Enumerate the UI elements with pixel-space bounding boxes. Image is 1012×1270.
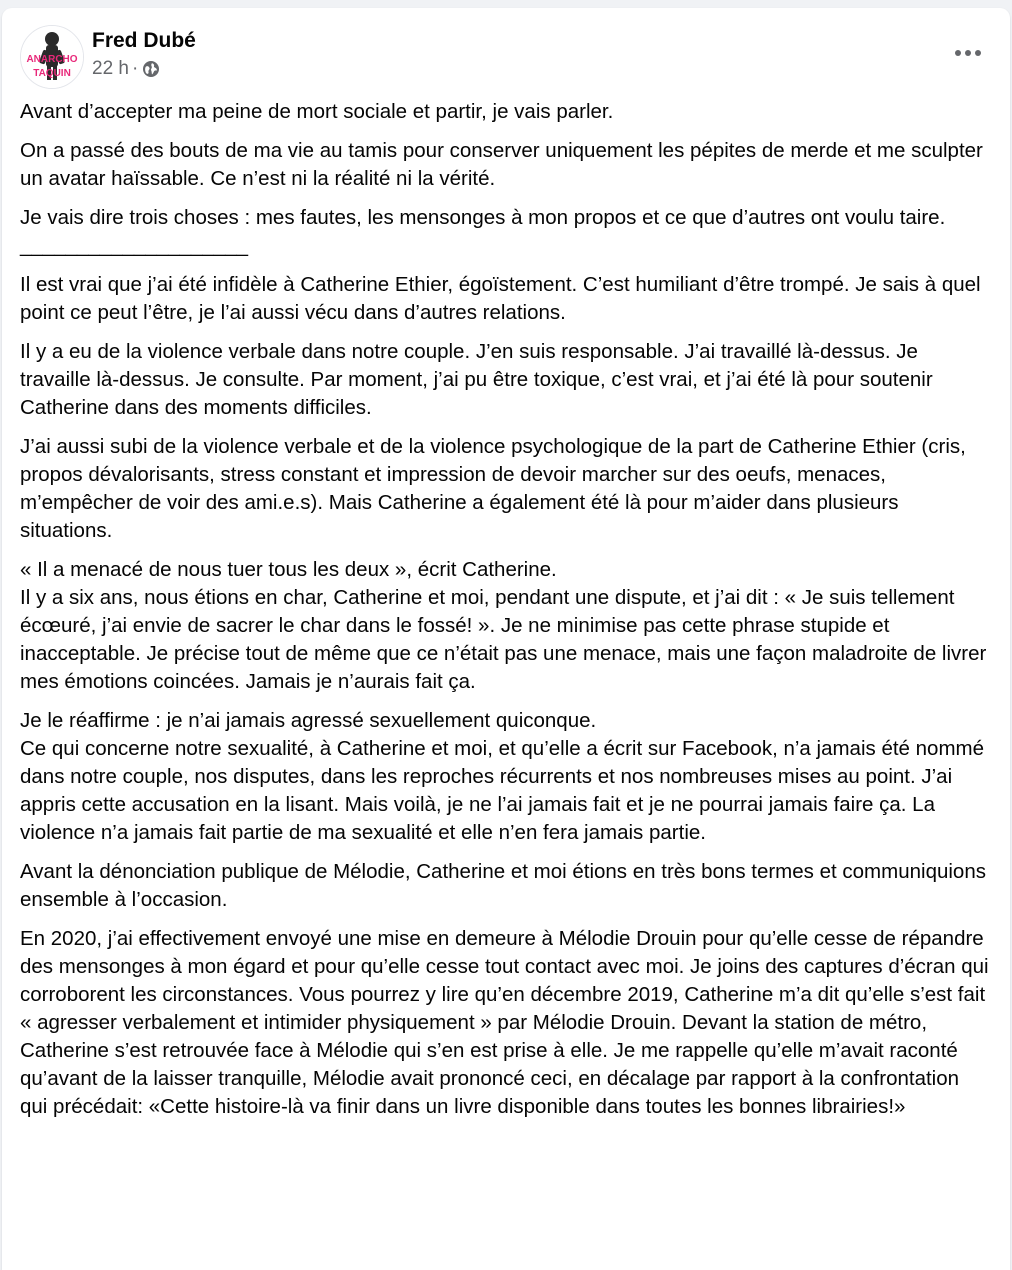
- author-name[interactable]: Fred Dubé: [92, 29, 196, 52]
- post-timestamp[interactable]: 22 h: [92, 58, 129, 79]
- post-paragraph: Je le réaffirme : je n’ai jamais agressé sexuellement quiconque. Ce qui concerne notre sexualité, à Catherine et moi, et qu’elle a écrit sur Facebook, n’a jamais été nommé dans notre couple, nos disputes, dans les reproches récurrents et nos nombreuses mises au point. J’ai appris cette accusation en la lisant. Mais voilà, je ne l’ai jamais fait et je ne pourrai jamais faire ça. La violence n’a jamais fait partie de ma sexualité et elle n’en fera jamais partie.: [20, 709, 985, 844]
- meta-separator: ·: [131, 58, 139, 79]
- post-header: [2, 8, 1010, 92]
- globe-icon[interactable]: [142, 60, 160, 78]
- more-dot: [955, 50, 961, 56]
- post-body: [20, 98, 992, 1132]
- post-paragraph: On a passé des bouts de ma vie au tamis pour conserver uniquement les pépites de merde et me sculpter un avatar haïssable. Ce n’est ni la réalité ni la vérité.: [20, 139, 983, 190]
- svg-text:TAQUIN: TAQUIN: [33, 68, 71, 79]
- more-dot: [965, 50, 971, 56]
- post-paragraph: En 2020, j’ai effectivement envoyé une mise en demeure à Mélodie Drouin pour qu’elle cesse de répandre des mensonges à mon égard et pour qu’elle cesse tout contact avec moi. Je joins des captures d’écran qui corroborent les circonstances. Vous pourrez y lire qu’en décembre 2019, Catherine m’a dit qu’elle s’est fait « agresser verbalement et intimider physiquement » par Mélodie Drouin. Devant la station de métro, Catherine s’est retrouvée face à Mélodie qui s’en est prise à elle. Je me rappelle qu’elle m’avait raconté qu’avant de la laisser tranquille, Mélodie avait prononcé ceci, en décalage par rapport à la confrontation qui précédait: «Cette histoire-là va finir dans un livre disponible dans toutes les bonnes librairies!»: [20, 927, 989, 1118]
- avatar-image: [21, 26, 83, 88]
- post-paragraph: Avant la dénonciation publique de Mélodie, Catherine et moi étions en très bons termes et communiquions ensemble à l’occasion.: [20, 860, 986, 911]
- post-meta: [92, 58, 160, 80]
- post-paragraph: J’ai aussi subi de la violence verbale et de la violence psychologique de la part de Catherine Ethier (cris, propos dévalorisants, stress constant et impression de devoir marcher sur des oeufs, menaces, m’empêcher de voir des ami.e.s). Mais Catherine a également été là pour m’aider dans plusieurs situations.: [20, 435, 966, 542]
- post-paragraph: Avant d’accepter ma peine de mort sociale et partir, je vais parler.: [20, 100, 614, 123]
- post-paragraph: « Il a menacé de nous tuer tous les deux », écrit Catherine. Il y a six ans, nous étions en char, Catherine et moi, pendant une dispute, et j’ai dit : « Je suis tellement écœuré, j’ai envie de sacrer le char dans le fossé! ». Je ne minimise pas cette phrase stupide et inacceptable. Je précise tout de même que ce n’était pas une menace, mais une façon maladroite de livrer mes émotions coincées. Jamais je n’aurais fait ça.: [20, 558, 987, 693]
- post-card: [2, 8, 1010, 1270]
- post-paragraph: Il y a eu de la violence verbale dans notre couple. J’en suis responsable. J’ai travaillé là-dessus. Je travaille là-dessus. Je consulte. Par moment, j’ai pu être toxique, c’est vrai, et j’ai été là pour soutenir Catherine dans des moments difficiles.: [20, 340, 933, 419]
- post-paragraph: Il est vrai que j’ai été infidèle à Catherine Ethier, égoïstement. C’est humiliant d’être trompé. Je sais à quel point ce peut l’être, je l’ai aussi vécu dans d’autres relations.: [20, 273, 981, 324]
- more-dot: [975, 50, 981, 56]
- more-options-icon[interactable]: [948, 38, 988, 68]
- avatar[interactable]: [20, 25, 84, 89]
- post-paragraph: Je vais dire trois choses : mes fautes, les mensonges à mon propos et ce que d’autres ont voulu taire. ____________________: [20, 206, 946, 257]
- svg-text:ANARCHO: ANARCHO: [26, 54, 78, 65]
